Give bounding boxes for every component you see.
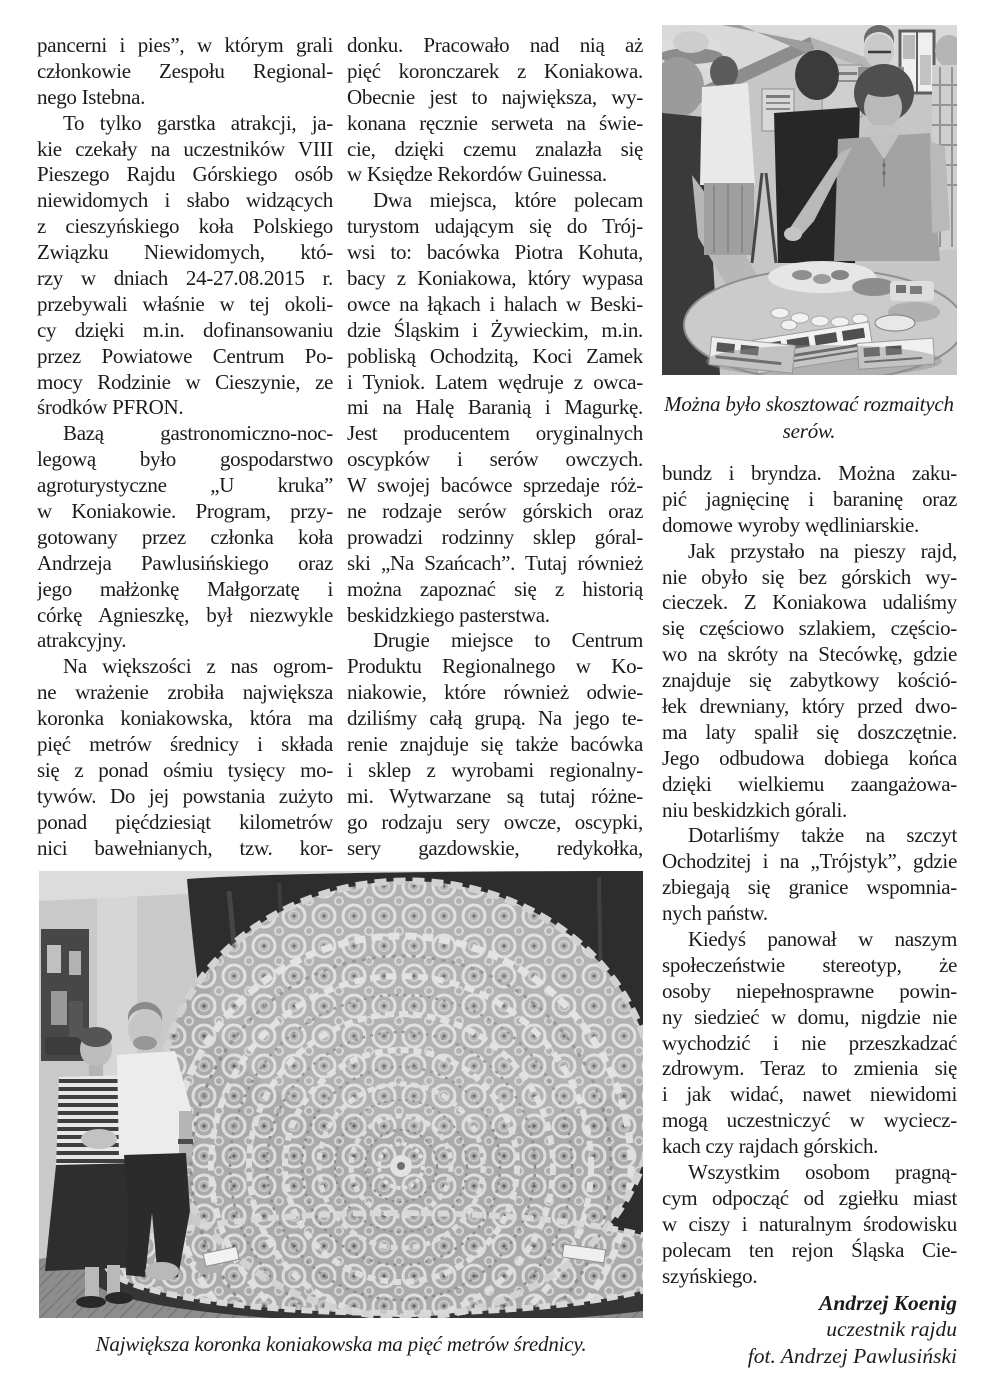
article-column-3 — [662, 461, 957, 1290]
text-line: i Tyniok. Latem wędruje z owca- — [347, 369, 643, 394]
article-column-2 — [347, 33, 643, 862]
text-line: dziliśmy całą grupą. Na jego te- — [347, 706, 643, 731]
text-line: zdrowym. Teraz to zmienia się — [662, 1056, 957, 1081]
text-line: niewidomych i słabo widzących — [37, 188, 333, 213]
article-column-1 — [37, 33, 333, 862]
text-line: gotowany przez członka koła — [37, 524, 333, 549]
caption-line: serów. — [782, 419, 836, 443]
text-line: córkę Agnieszkę, był niezwykle — [37, 602, 333, 627]
author-role: uczestnik rajdu — [826, 1317, 957, 1342]
text-line: ne rodzaje serów górskich oraz — [347, 499, 643, 524]
text-line: Dotarliśmy także na szczyt — [688, 823, 957, 848]
text-line: ma laty spalił się doszczętnie. — [662, 719, 957, 744]
text-line: ponad pięćdziesiąt kilometrów — [37, 809, 333, 834]
text-line: niakowie, które również odwie- — [347, 680, 643, 705]
text-line: koronka koniakowska, która ma — [37, 706, 333, 731]
lace-photo — [39, 871, 643, 1318]
text-line: beskidzkiego pasterstwa. — [347, 602, 550, 627]
text-line: szyńskiego. — [662, 1263, 758, 1288]
text-line: z cieszyńskiego koła Polskiego — [37, 214, 333, 239]
text-line: ski „Na Szańcach”. Tutaj również — [347, 550, 643, 575]
text-line: oscypków i serów owczych. — [347, 447, 643, 472]
text-line: bundz i bryndza. Można zaku- — [662, 461, 957, 485]
text-line: można zapoznać się z historią — [347, 576, 643, 601]
text-line: cie, dzięki czemu znalazła się — [347, 136, 643, 161]
text-line: mi. Wytwarzane są tutaj różne- — [347, 783, 643, 808]
text-line: zbiegają się granice wspomnia- — [662, 875, 957, 900]
cheese-tasting-illustration — [662, 25, 957, 375]
caption-line: Można było skosztować rozmaitych — [664, 392, 954, 416]
text-line: ny siedzieć w domu, nigdzie nie — [662, 1004, 957, 1029]
text-line: Ochodzitej i na „Trójstyk”, gdzie — [662, 849, 957, 874]
text-line: W swojej bacówce sprzedaje róż- — [347, 473, 643, 498]
text-line: osoby niepełnosprawne powin- — [662, 978, 957, 1003]
text-line: rzy w dniach 24-27.08.2015 r. — [37, 266, 333, 291]
text-line: pić jagnięcinę i baraninę oraz — [662, 486, 957, 511]
cheese-photo-caption — [659, 391, 959, 445]
text-line: w Księdze Rekordów Guinessa. — [347, 162, 607, 187]
text-line: i jak widać, nawet niewidomi — [662, 1082, 957, 1107]
text-line: się częściowo szlakiem, częścio- — [662, 616, 957, 641]
text-line: społeczeństwie stereotyp, że — [662, 952, 957, 977]
text-line: łek drewniany, który przed dwo- — [662, 694, 957, 719]
text-line: przebywali właśnie w tej okoli- — [37, 291, 333, 316]
text-line: tywów. Do jej powstania zużyto — [37, 783, 333, 808]
text-line: Jak przystało na pieszy rajd, — [688, 538, 957, 563]
signature-block — [662, 1290, 957, 1369]
text-line: prowadzi rodzinny sklep góral- — [347, 524, 643, 549]
text-line: kie czekały na uczestników VIII — [37, 136, 333, 161]
text-line: pancerni i pies”, w którym grali — [37, 33, 333, 57]
text-line: go rodzaju sery owcze, oscypki, — [347, 809, 643, 834]
text-line: Drugie miejsce to Centrum — [373, 628, 643, 653]
text-line: domowe wyroby wędliniarskie. — [662, 512, 919, 537]
text-line: dzięki wielkiemu zaangażowa- — [662, 771, 957, 796]
text-line: pięć koronczarek z Koniakowa. — [347, 58, 643, 83]
text-line: Kiedyś panował w naszym — [688, 927, 957, 952]
text-line: dzie Śląskim i Żywieckim, m.in. — [347, 317, 643, 342]
text-line: Dwa miejsca, które polecam — [373, 188, 643, 213]
text-line: owce na łąkach i halach w Beski- — [347, 291, 643, 316]
text-line: Na większości z nas ogrom- — [63, 654, 333, 679]
text-line: bacy z Koniakowa, który wypasa — [347, 266, 643, 291]
text-line: nie obyło się bez górskich wy- — [662, 564, 957, 589]
text-line: cieczek. Z Koniakowa udaliśmy — [662, 590, 957, 615]
text-line: wychodzić i nie przeszkadzać — [662, 1030, 957, 1055]
text-line: się z ponad ośmiu tysięcy mo- — [37, 757, 333, 782]
photo-credit: fot. Andrzej Pawlusiński — [747, 1343, 957, 1368]
text-line: Jego odbudowa dobiega końca — [662, 745, 957, 770]
text-line: Produktu Regionalnego w Ko- — [347, 654, 643, 679]
text-line: nici bawełnianych, tzw. kor- — [37, 835, 333, 860]
text-line: konana ręcznie serweta na świe- — [347, 110, 643, 135]
text-line: Obecnie jest to największa, wy- — [347, 84, 643, 109]
text-line: Andrzeja Pawlusińskiego oraz — [37, 550, 333, 575]
text-line: atrakcyjny. — [37, 628, 127, 653]
text-line: legową było gospodarstwo — [37, 447, 333, 472]
text-line: agroturystyczne „U kruka” — [37, 473, 333, 498]
text-line: niu beskidzkich górali. — [662, 797, 847, 822]
text-line: pięć metrów średnicy i składa — [37, 732, 333, 757]
text-line: cy dzięki m.in. dofinansowaniu — [37, 317, 333, 342]
text-line: renie znajduje się także bacówka — [347, 732, 643, 757]
text-line: mocy Rodzinie w Cieszynie, ze — [37, 369, 333, 394]
text-line: polecam ten rejon Śląska Cie- — [662, 1237, 957, 1262]
text-line: znajduje się zabytkowy kośció- — [662, 668, 957, 693]
text-line: kach czy rajdach górskich. — [662, 1134, 879, 1159]
text-line: pobliską Ochodzitą, Koci Zamek — [347, 343, 643, 368]
text-line: sery gazdowskie, redykołka, — [347, 835, 643, 860]
text-line: Jest producentem oryginalnych — [347, 421, 643, 446]
text-line: nych państw. — [662, 901, 768, 926]
text-line: mi na Halę Baranią i Magurkę. — [347, 395, 643, 420]
text-line: Bazą gastronomiczno-noc- — [63, 421, 333, 446]
text-line: w Koniakowie. Program, przy- — [37, 499, 333, 524]
text-line: jego małżonkę Małgorzatę i — [37, 576, 333, 601]
author-name: Andrzej Koenig — [819, 1291, 957, 1315]
text-line: Pieszego Rajdu Górskiego osób — [37, 162, 333, 187]
cheese-tasting-photo — [662, 25, 957, 375]
text-line: wsi to: bacówka Piotra Kohuta, — [347, 240, 643, 265]
text-line: Związku Niewidomych, któ- — [37, 240, 333, 265]
text-line: cym odpocząć od zgiełku miast — [662, 1185, 957, 1210]
text-line: turystom udającym się do Trój- — [347, 214, 643, 239]
text-line: mogą uczestniczyć w wyciecz- — [662, 1108, 957, 1133]
text-line: donku. Pracowało nad nią aż — [347, 33, 643, 57]
text-line: w ciszy i naturalnym środowisku — [662, 1211, 957, 1236]
text-line: przez Powiatowe Centrum Po- — [37, 343, 333, 368]
text-line: środków PFRON. — [37, 395, 184, 420]
text-line: wo na skróty na Stecówkę, gdzie — [662, 642, 957, 667]
text-line: Wszystkim osobom pragną- — [688, 1160, 957, 1185]
lace-illustration — [39, 871, 643, 1318]
lace-photo-caption: Największa koronka koniakowska ma pięć metrów średnicy. — [95, 1332, 587, 1356]
text-line: członkowie Zespołu Regional- — [37, 58, 333, 83]
text-line: To tylko garstka atrakcji, ja- — [63, 110, 333, 135]
text-line: nego Istebna. — [37, 84, 146, 109]
text-line: i sklep z wyrobami regionalny- — [347, 757, 643, 782]
text-line: ne wrażenie zrobiła największa — [37, 680, 333, 705]
